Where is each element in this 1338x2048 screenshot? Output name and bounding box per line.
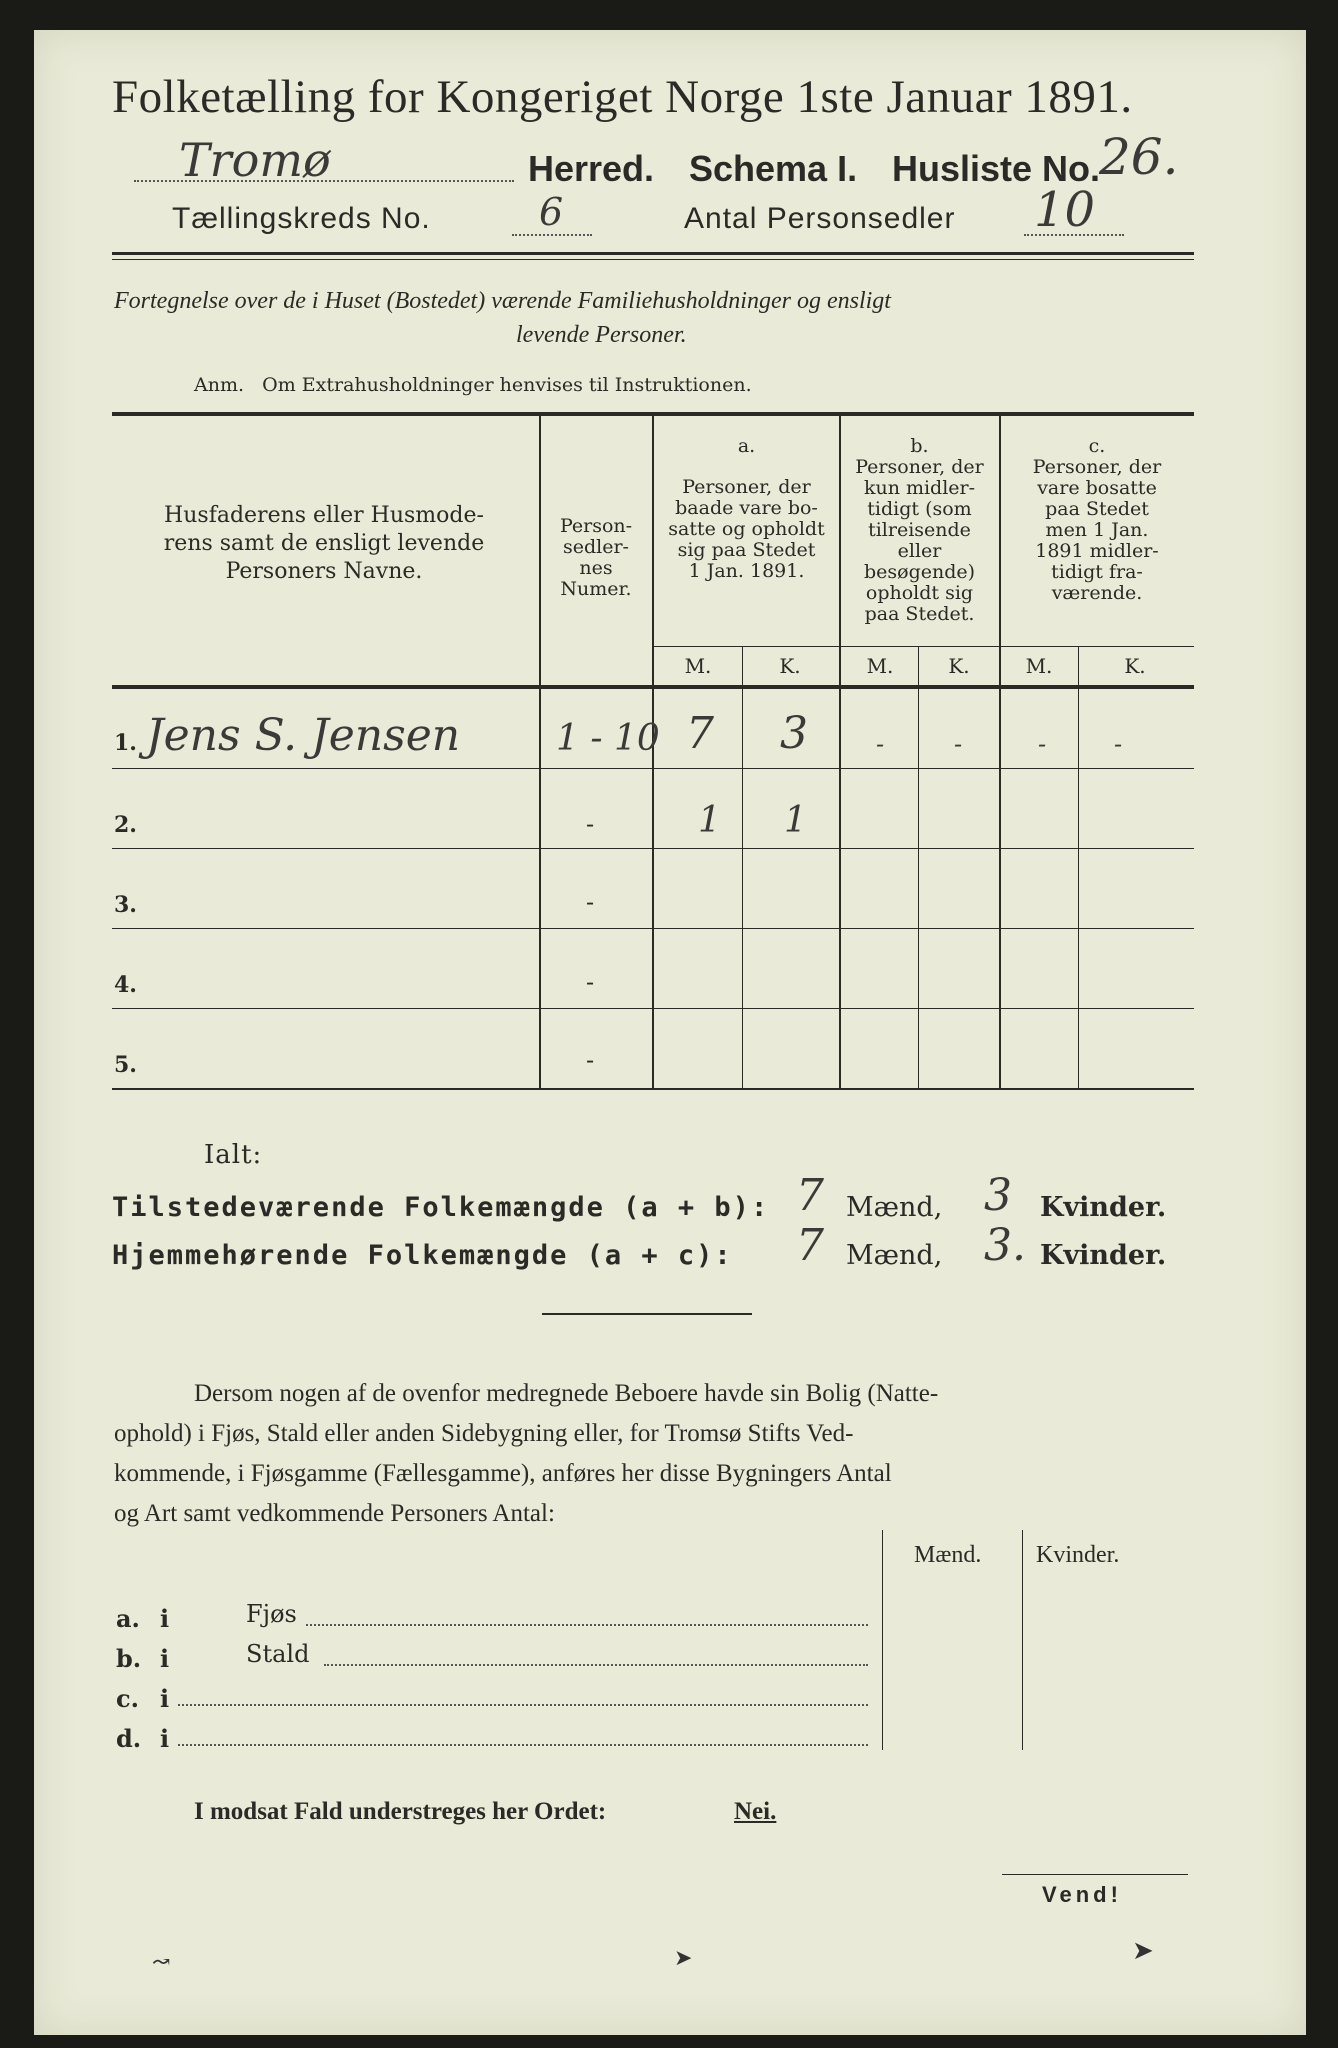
item-b-letter: b. (116, 1644, 142, 1673)
item-b-i: i (160, 1644, 170, 1673)
husliste-value: 26. (1099, 128, 1179, 186)
col-header-numer: Person- sedler- nes Numer. (559, 515, 633, 600)
row-1-c-m: - (1038, 730, 1047, 758)
husliste-label: Husliste No. (892, 148, 1101, 189)
tilstede-maend-label: Mænd, (846, 1192, 943, 1223)
row-rule-2 (112, 848, 1194, 849)
item-a-letter: a. (116, 1604, 140, 1633)
row-rule-4 (112, 1008, 1194, 1009)
notice-line-4: og Art samt vedkommende Personers Antal: (114, 1500, 555, 1527)
vend-label: Vend! (1042, 1882, 1122, 1907)
row-2-a-m: 1 (698, 800, 721, 841)
taellingskreds-value: 6 (539, 190, 564, 234)
item-a-dots (306, 1624, 868, 1626)
b-m-label: M. (866, 654, 894, 678)
row-2-a-k: 1 (784, 800, 807, 841)
row-1-a-m: 7 (686, 708, 714, 759)
item-d-dots (178, 1744, 868, 1746)
row-5-numer: - (586, 1046, 595, 1074)
hjemme-maend-label: Mænd, (846, 1240, 943, 1271)
row-5-number: 5. (114, 1052, 137, 1078)
intro-line-1: Fortegnelse over de i Huset (Bostedet) værende Familiehusholdninger og ensligt (114, 288, 891, 314)
item-c-dots (178, 1704, 868, 1706)
item-d-i: i (160, 1724, 170, 1753)
row-rule-1 (112, 768, 1194, 769)
modsat-fald-text: I modsat Fald understreges her Ordet: (194, 1798, 607, 1825)
col-divider-a-mk (742, 646, 743, 1088)
taellingskreds-label: Tællingskreds No. (172, 202, 431, 235)
intro-line-2: levende Personer. (516, 322, 687, 348)
tilstede-kvinder-value: 3 (984, 1170, 1012, 1221)
herred-label: Herred. (528, 148, 655, 189)
item-a-label: Fjøs (246, 1600, 297, 1628)
hjemme-label: Hjemmehørende Folkemængde (a + c): (112, 1240, 733, 1271)
notice-line-1: Dersom nogen af de ovenfor medregnede Beboere havde sin Bolig (Natte- (194, 1380, 939, 1407)
col-header-a: a. Personer, der baade vare bo- satte og opholdt sig paa Stedet 1 Jan. 1891. (668, 435, 825, 582)
census-form-page (34, 30, 1306, 2035)
col-divider-c-mk (1078, 646, 1079, 1088)
row-4-number: 4. (114, 972, 137, 998)
row-1-b-m: - (876, 730, 885, 758)
col-header-c: c. Personer, der vare bosatte paa Stedet men 1 Jan. 1891 midler- tidigt fra- værende. (1032, 435, 1162, 604)
ialt-label: Ialt: (204, 1140, 263, 1170)
c-m-label: M. (1025, 654, 1053, 678)
hjemme-kvinder-label: Kvinder. (1040, 1240, 1167, 1271)
section-divider (542, 1313, 752, 1315)
row-4-numer: - (586, 968, 595, 996)
row-1-a-k: 3 (780, 708, 808, 759)
mk-separator (653, 646, 1194, 647)
tilstede-label: Tilstedeværende Folkemængde (a + b): (112, 1192, 770, 1223)
notice-line-2: ophold) i Fjøs, Stald eller anden Sidebygning eller, for Tromsø Stifts Ved- (114, 1420, 854, 1447)
nei-word: Nei. (734, 1798, 777, 1825)
row-2-numer: - (586, 810, 595, 838)
notice-line-3: kommende, i Fjøsgamme (Fællesgamme), anføres her disse Bygningers Antal (114, 1460, 892, 1487)
item-a-i: i (160, 1604, 170, 1633)
stray-mark-center: ➤ (674, 1946, 693, 1971)
buildings-kvinder-head: Kvinder. (1036, 1542, 1120, 1568)
row-3-numer: - (586, 888, 595, 916)
row-1-c-k: - (1114, 730, 1123, 758)
stray-mark-right: ➤ (1132, 1936, 1154, 1966)
item-d-letter: d. (116, 1724, 142, 1753)
antal-personsedler-value: 10 (1034, 182, 1096, 238)
buildings-maend-head: Mænd. (914, 1542, 982, 1568)
c-k-label: K. (1124, 654, 1146, 678)
anm-note: Anm. Om Extrahusholdninger henvises til Instruktionen. (194, 374, 752, 396)
col-divider-b-mk (918, 646, 919, 1088)
row-3-number: 3. (114, 892, 137, 918)
row-1-b-k: - (954, 730, 963, 758)
col-header-b: b. Personer, der kun midler- tidigt (som tilreisende eller besøgende) opholdt sig paa Stedet. (855, 435, 984, 625)
buildings-divider-1 (882, 1530, 883, 1750)
buildings-divider-2 (1022, 1530, 1023, 1750)
hjemme-maend-value: 7 (796, 1220, 824, 1271)
stray-mark-left: ↝ (152, 1950, 171, 1975)
row-1-numer: 1 - 10 (556, 718, 660, 759)
schema-label: Schema I. (689, 148, 858, 189)
table-bottom-rule (112, 1088, 1194, 1090)
a-k-label: K. (779, 654, 801, 678)
item-c-i: i (160, 1684, 170, 1713)
a-m-label: M. (684, 654, 712, 678)
row-2-number: 2. (114, 812, 137, 838)
herred-value: Tromø (179, 133, 331, 187)
hjemme-kvinder-value: 3. (984, 1220, 1026, 1271)
taellingskreds-dotted-line (512, 234, 592, 236)
header-rule-bottom (112, 259, 1194, 260)
row-1-number: 1. (114, 730, 137, 756)
item-b-dots (324, 1664, 868, 1666)
item-c-letter: c. (116, 1684, 139, 1713)
header-rule-top (112, 252, 1194, 255)
antal-personsedler-label: Antal Personsedler (684, 202, 956, 235)
form-title: Folketælling for Kongeriget Norge 1ste Januar 1891. (112, 71, 1133, 123)
tilstede-maend-value: 7 (796, 1170, 824, 1221)
col-header-names: Husfaderens eller Husmode- rens samt de ensligt levende Personers Navne. (163, 503, 485, 584)
b-k-label: K. (948, 654, 970, 678)
tilstede-kvinder-label: Kvinder. (1040, 1192, 1167, 1223)
row-1-name: Jens S. Jensen (146, 710, 461, 761)
item-b-label: Stald (246, 1640, 310, 1668)
row-rule-3 (112, 928, 1194, 929)
vend-rule (1002, 1874, 1188, 1875)
